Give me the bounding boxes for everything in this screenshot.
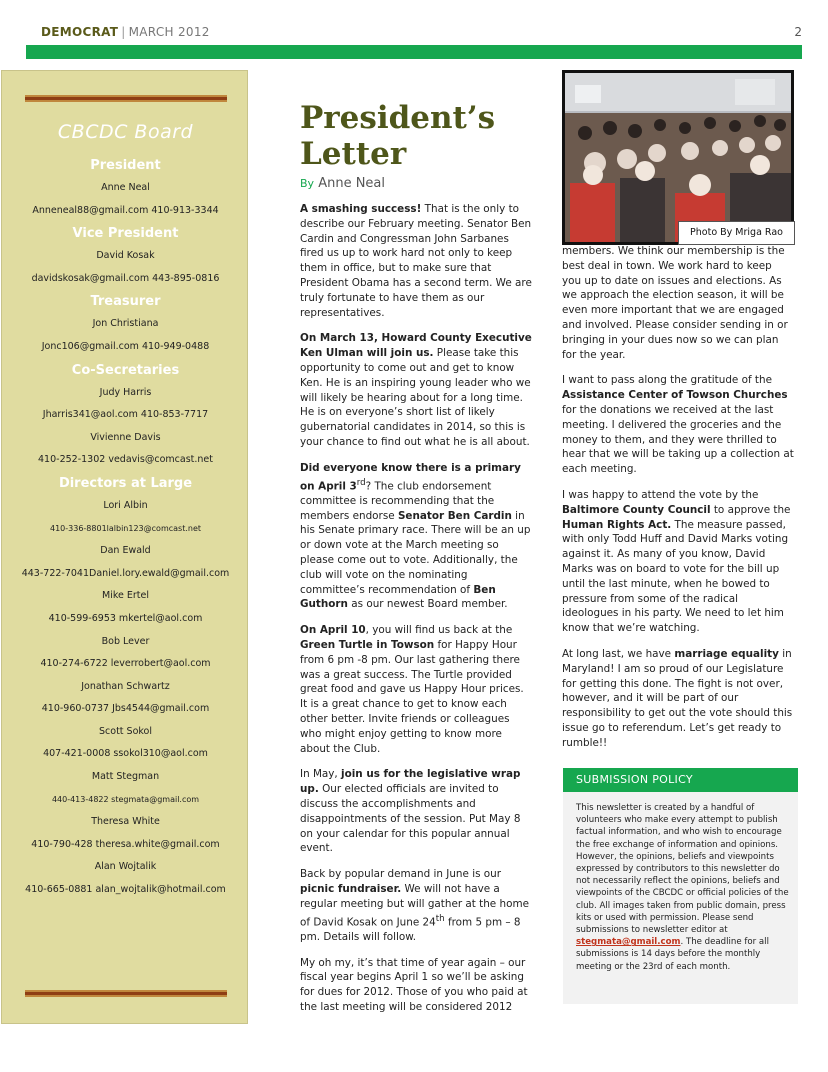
byline: [300, 176, 532, 191]
text-run: At long last, we have: [562, 647, 675, 660]
bold-text: On April 10: [300, 624, 366, 637]
board-member-line: Alan Wojtalik: [94, 861, 157, 873]
header-green-bar: [26, 45, 802, 59]
board-member-line: Jonc106@gmail.com 410-949-0488: [41, 340, 210, 352]
bold-text: On March 13, Howard County Executive Ken Ulman will join us.: [300, 332, 532, 360]
board-section-heading: President: [90, 158, 161, 173]
bold-text: Senator Ben Cardin: [397, 509, 512, 522]
text-run: Please take this opportunity to come out and get to know Ken. He is an inspiring young leader who we will likely be hearing about for a long time. He is on everyone’s short list of likely gubernatorial candidates in 2014, so this is your chance to find out what he is all about.: [300, 347, 531, 448]
article-paragraph: [300, 331, 532, 449]
article-paragraph: [300, 767, 532, 856]
text-run: for Happy Hour from 6 pm -8 pm. Our last gathering there was a great success. The Turtle provided great food and gave us Happy Hour prices. It is a great chance to get to know each other better. Invite friends or colleagues who might enjoy getting to know more about the Club.: [300, 638, 524, 755]
board-member-line: 410-790-428 theresa.white@gmail.com: [31, 838, 220, 850]
page-number: 2: [794, 25, 802, 39]
text-run: members. We think our membership is the best deal in town. We work hard to keep you up to date on issues and elections. As we approach the election season, it will be even more important that we are engaged and involved. Please consider sending in or bringing in your dues now so we can plan for the year.: [562, 245, 788, 361]
bold-text: marriage equality: [674, 647, 779, 660]
board-member-line: Judy Harris: [99, 386, 152, 398]
board-member-line: Dan Ewald: [100, 545, 151, 557]
text-run: That is the only to describe our February meeting. Senator Ben Cardin and Congressman John Sarbanes fired us up to work hard not only to keep them in office, but to make sure that President Obama has a second term. We are truly fortunate to have them as our representatives.: [300, 203, 532, 319]
bold-text: join us for the legislative wrap up.: [300, 768, 521, 796]
byline-prefix: By: [300, 177, 315, 190]
board-member-line: Jharris341@aol.com 410-853-7717: [42, 409, 209, 421]
bold-text: Green Turtle in Towson: [300, 638, 435, 651]
article-column-left: [300, 100, 532, 1015]
sidebar-top-rule: [25, 95, 227, 102]
text-run: We will not have a regular meeting but will gather at the home of David Kosak on June 24: [300, 882, 529, 928]
text-run: to approve the: [710, 503, 791, 516]
board-section-heading: Treasurer: [90, 294, 161, 310]
article-title: President’s Letter: [300, 100, 496, 172]
article-paragraph: [300, 956, 532, 1015]
board-member-line: 410-336-8801lalbin123@comcast.net: [49, 523, 202, 533]
superscript: rd: [356, 477, 366, 488]
article-paragraph: [300, 202, 532, 320]
board-member-line: 410-665-0881 alan_wojtalik@hotmail.com: [25, 884, 226, 896]
policy-text-end: . The deadline for all submissions is 14 days before the monthly meeting or the 23rd of each month.: [576, 937, 769, 972]
text-run: In May,: [300, 768, 342, 781]
board-section-heading: Vice President: [72, 226, 179, 242]
board-member-line: 440-413-4822 stegmata@gmail.com: [51, 794, 200, 804]
article-paragraph: [562, 647, 794, 751]
text-run: ? The club endorsement committee is recommending that the members endorse: [300, 480, 495, 522]
bold-text: A smashing success!: [300, 203, 422, 215]
article-paragraph: [562, 373, 794, 477]
article-paragraph: [562, 488, 794, 636]
board-member-line: Scott Sokol: [99, 725, 152, 737]
board-member-line: 410-252-1302 vedavis@comcast.net: [38, 454, 213, 466]
board-section-heading: Co-Secretaries: [71, 362, 180, 378]
submission-policy-box: [563, 768, 798, 1004]
author-name: Anne Neal: [318, 176, 386, 191]
text-run: Back by popular demand in June is our: [300, 868, 502, 881]
policy-text-start: This newsletter is created by a handful of volunteers who make every attempt to publish factual information, and who wish to encourage the free exchange of information and opinions. However, the opinions, beliefs and viewpoints expressed by contributors to this newsletter do not necessarily reflect the opinions, beliefs and viewpoints of the CBCDC or official policies of the club. All images taken from public domain, press kits or used with permission. Please send submissions to newsletter editor at: [576, 803, 789, 936]
board-member-line: davidskosak@gmail.com 443-895-0816: [31, 272, 220, 284]
board-member-line: 410-599-6953 mkertel@aol.com: [48, 612, 203, 624]
article-column-right: [562, 244, 794, 751]
board-sidebar: [1, 70, 248, 1024]
bold-text: Assistance Center of Towson Churches: [562, 389, 788, 402]
text-run: , you will find us back at the: [365, 624, 513, 637]
article-paragraph: [300, 867, 532, 944]
board-member-line: Anne Neal: [101, 182, 150, 193]
bold-text: Did everyone know there is a primary on April 3: [300, 461, 521, 493]
board-member-line: 443-722-7041Daniel.lory.ewald@gmail.com: [21, 567, 230, 579]
masthead: [41, 25, 210, 39]
text-run: Our elected officials are invited to discuss the accomplishments and disappointments of the session. Put May 8 on your calendar for this popular annual event.: [300, 783, 521, 855]
text-run: as our newest Board member.: [347, 598, 508, 611]
superscript: th: [435, 913, 445, 924]
article-body-left: [300, 202, 532, 1015]
text-run: I was happy to attend the vote by the: [562, 488, 759, 501]
board-member-line: Anneneal88@gmail.com 410-913-3344: [32, 204, 219, 216]
text-run: I want to pass along the gratitude of the: [562, 374, 772, 387]
text-run: in Maryland! I am so proud of our Legislature for getting this done. The fight is not over, however, and it will be part of our responsibility to get out the vote should this issue go to referendum. Let’s get ready to rumble!!: [562, 647, 793, 749]
meeting-photo: [562, 70, 794, 245]
article-paragraph: [300, 461, 532, 612]
board-member-line: Theresa White: [91, 816, 160, 828]
bold-text: Human Rights Act.: [562, 518, 672, 531]
board-list: [2, 154, 249, 902]
bold-text: Ben Guthorn: [300, 583, 496, 611]
editor-email-link[interactable]: stegmata@gmail.com: [576, 937, 681, 948]
bold-text: picnic fundraiser.: [300, 882, 402, 895]
text-run: for the donations we received at the last meeting. I delivered the groceries and the money to them, and they were thrilled to hear that we will be taking up a collection at each meeting.: [562, 403, 794, 476]
photo-caption: Photo By Mriga Rao: [678, 221, 795, 245]
board-member-line: Lori Albin: [103, 499, 148, 511]
sidebar-title: CBCDC Board: [57, 121, 194, 143]
board-member-line: 410-960-0737 Jbs4544@gmail.com: [41, 703, 210, 715]
board-section-heading: Directors at Large: [58, 475, 193, 491]
article-paragraph: [300, 623, 532, 756]
submission-policy-heading: SUBMISSION POLICY: [563, 768, 798, 792]
board-member-line: Vivienne Davis: [90, 431, 161, 443]
board-member-line: Jon Christiana: [92, 318, 159, 330]
crowd-photo-illustration: [565, 73, 791, 242]
text-run: My oh my, it’s that time of year again – our fiscal year begins April 1 so we’ll be asking for dues for 2012. Those of you who paid at the last meeting will be considered 2012: [300, 956, 528, 1013]
text-run: in his Senate primary race. There will be an up or down vote at the March meeting so please come out to vote. Additionally, the club will vote on the nominating committee’s recommendation of: [300, 509, 531, 596]
text-run: from 5 pm – 8 pm. Details will follow.: [300, 916, 521, 943]
submission-policy-text: [563, 792, 798, 973]
publication-name: DEMOCRAT: [41, 25, 119, 39]
sidebar-bottom-rule: [25, 990, 227, 997]
article-paragraph: [562, 244, 794, 362]
board-member-line: Mike Ertel: [102, 590, 149, 602]
text-run: The measure passed, with only Todd Huff and David Marks voting against it. As many of you know, David Marks was on board to vote for the bill up until the last minute, when he bowed to pressure from some of the radical ideologues in his party. We need to let him know that we’re watching.: [562, 518, 789, 635]
board-member-line: 407-421-0008 ssokol310@aol.com: [43, 748, 208, 760]
header-separator: |: [121, 25, 126, 39]
board-member-line: Matt Stegman: [91, 771, 160, 783]
board-member-line: 410-274-6722 leverrobert@aol.com: [40, 658, 211, 670]
board-member-line: Jonathan Schwartz: [81, 680, 170, 692]
board-member-line: David Kosak: [96, 250, 155, 262]
bold-text: Baltimore County Council: [562, 503, 711, 516]
board-member-line: Bob Lever: [101, 635, 150, 647]
issue-date: MARCH 2012: [128, 25, 210, 39]
